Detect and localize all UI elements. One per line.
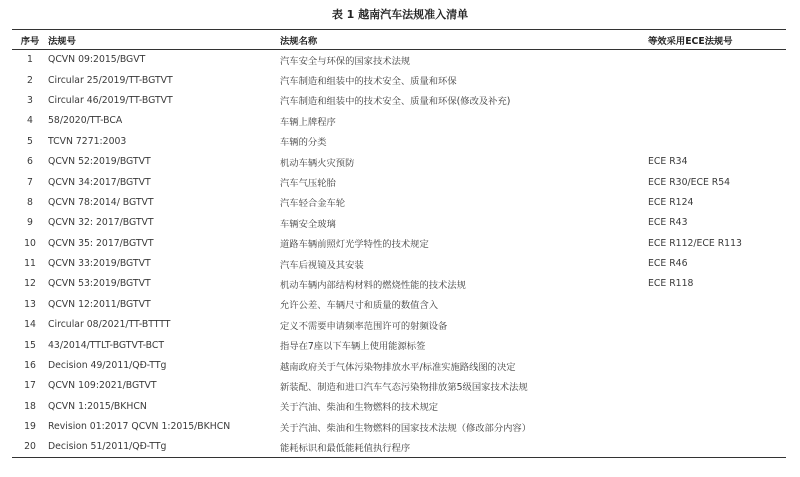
cell-no: 16 — [24, 360, 36, 372]
cell-no: 11 — [24, 258, 36, 270]
cell-ece: ECE R34 — [648, 156, 688, 168]
cell-name: 越南政府关于气体污染物排放水平/标准实施路线图的决定 — [280, 361, 516, 373]
table-row — [12, 437, 786, 457]
header-row — [12, 30, 786, 50]
cell-regulation: Decision 51/2011/QĐ-TTg — [48, 441, 167, 453]
cell-regulation: 43/2014/TTLT-BGTVT-BCT — [48, 339, 165, 351]
cell-no: 20 — [24, 441, 36, 453]
table-row — [12, 90, 786, 110]
cell-ece — [648, 437, 786, 457]
table-row — [12, 396, 786, 416]
cell-name: 定义不需要申请频率范围许可的射频设备 — [280, 320, 448, 332]
cell-name: 关于汽油、柴油和生物燃料的技术规定 — [280, 402, 439, 414]
cell-ece — [648, 396, 786, 416]
header-regulation: 法规号 — [48, 35, 76, 47]
cell-name: 汽车后视镜及其安装 — [280, 259, 364, 271]
cell-regulation: QCVN 78:2014/ BGTVT — [48, 196, 154, 208]
cell-no: 6 — [27, 156, 33, 168]
table-row — [12, 70, 786, 90]
cell-no: 19 — [24, 421, 36, 433]
cell-name: 汽车安全与环保的国家技术法规 — [280, 55, 411, 67]
table-row — [12, 192, 786, 212]
cell-regulation: QCVN 53:2019/BGTVT — [48, 278, 151, 290]
cell-regulation: Revision 01:2017 QCVN 1:2015/BKHCN — [48, 421, 231, 433]
cell-name: 车辆上牌程序 — [280, 116, 336, 128]
cell-regulation: QCVN 109:2021/BGTVT — [48, 380, 157, 392]
cell-regulation: 58/2020/TT-BCA — [48, 115, 123, 127]
table-row — [12, 335, 786, 355]
cell-ece — [648, 131, 786, 151]
table-row — [12, 274, 786, 294]
cell-name: 机动车辆内部结构材料的燃烧性能的技术法规 — [280, 279, 466, 291]
header-name: 法规名称 — [280, 35, 318, 47]
table-row — [12, 376, 786, 396]
cell-regulation: QCVN 35: 2017/BGTVT — [48, 237, 154, 249]
table-body — [12, 50, 786, 458]
header-no: 序号 — [20, 35, 40, 47]
cell-ece — [648, 90, 786, 110]
cell-name: 新装配、制造和进口汽车气态污染物排放第5级国家技术法规 — [280, 381, 528, 393]
cell-ece — [648, 335, 786, 355]
cell-no: 15 — [24, 339, 36, 351]
cell-ece: ECE R118 — [648, 278, 694, 290]
cell-no: 4 — [27, 115, 33, 127]
cell-regulation: Circular 46/2019/TT-BGTVT — [48, 94, 173, 106]
cell-name: 机动车辆火灾预防 — [280, 157, 355, 169]
table-row — [12, 172, 786, 192]
table-row — [12, 233, 786, 253]
cell-regulation: Circular 08/2021/TT-BTTTT — [48, 319, 171, 331]
cell-no: 18 — [24, 400, 36, 412]
cell-name: 能耗标识和最低能耗值执行程序 — [280, 442, 411, 454]
cell-regulation: QCVN 34:2017/BGTVT — [48, 176, 151, 188]
table-row — [12, 213, 786, 233]
table-row — [12, 355, 786, 375]
cell-no: 5 — [27, 135, 33, 147]
cell-regulation: TCVN 7271:2003 — [48, 135, 127, 147]
table-caption: 表 1 越南汽车法规准入清单 — [331, 8, 469, 21]
cell-ece — [648, 417, 786, 437]
cell-no: 13 — [24, 298, 36, 310]
table-row — [12, 131, 786, 151]
cell-ece: ECE R30/ECE R54 — [648, 176, 731, 188]
table-row — [12, 151, 786, 171]
cell-name: 汽车轻合金车轮 — [280, 198, 346, 210]
cell-name: 车辆安全玻璃 — [280, 218, 336, 230]
cell-ece — [648, 376, 786, 396]
cell-no: 12 — [24, 278, 36, 290]
regulation-table — [12, 29, 786, 458]
cell-no: 14 — [24, 319, 36, 331]
cell-no: 9 — [27, 217, 33, 229]
cell-ece: ECE R124 — [648, 196, 694, 208]
table-row — [12, 294, 786, 314]
cell-no: 8 — [27, 196, 33, 208]
cell-regulation: QCVN 52:2019/BGTVT — [48, 156, 151, 168]
table-row — [12, 111, 786, 131]
table-header — [12, 30, 786, 50]
cell-name: 汽车制造和组装中的技术安全、质量和环保(修改及补充) — [280, 96, 511, 108]
cell-no: 7 — [27, 176, 33, 188]
cell-regulation: Decision 49/2011/QĐ-TTg — [48, 360, 167, 372]
cell-ece — [648, 70, 786, 90]
cell-no: 2 — [27, 74, 33, 86]
cell-regulation: QCVN 12:2011/BGTVT — [48, 298, 151, 310]
cell-ece: ECE R43 — [648, 217, 688, 229]
cell-regulation: Circular 25/2019/TT-BGTVT — [48, 74, 173, 86]
cell-name: 道路车辆前照灯光学特性的技术规定 — [280, 239, 429, 251]
table-row — [12, 50, 786, 70]
cell-ece: ECE R112/ECE R113 — [648, 237, 742, 249]
cell-regulation: QCVN 33:2019/BGTVT — [48, 258, 151, 270]
cell-name: 关于汽油、柴油和生物燃料的国家技术法规（修改部分内容） — [280, 422, 532, 434]
cell-ece: ECE R46 — [648, 258, 688, 270]
cell-regulation: QCVN 32: 2017/BGTVT — [48, 217, 154, 229]
cell-ece — [648, 50, 786, 70]
cell-name: 汽车气压轮胎 — [280, 178, 336, 190]
table-row — [12, 417, 786, 437]
cell-no: 17 — [24, 380, 36, 392]
cell-regulation: QCVN 09:2015/BGVT — [48, 54, 146, 66]
cell-name: 指导在7座以下车辆上使用能源标签 — [280, 341, 426, 353]
cell-name: 车辆的分类 — [280, 137, 327, 149]
cell-no: 10 — [24, 237, 36, 249]
cell-ece — [648, 315, 786, 335]
cell-name: 允许公差、车辆尺寸和质量的数值含入 — [280, 300, 439, 312]
table-row — [12, 315, 786, 335]
cell-no: 3 — [27, 94, 33, 106]
cell-ece — [648, 111, 786, 131]
header-ece: 等效采用ECE法规号 — [648, 35, 733, 47]
table-row — [12, 253, 786, 273]
cell-ece — [648, 294, 786, 314]
cell-ece — [648, 355, 786, 375]
cell-regulation: QCVN 1:2015/BKHCN — [48, 400, 147, 412]
cell-no: 1 — [27, 54, 33, 66]
cell-name: 汽车制造和组装中的技术安全、质量和环保 — [280, 76, 457, 88]
